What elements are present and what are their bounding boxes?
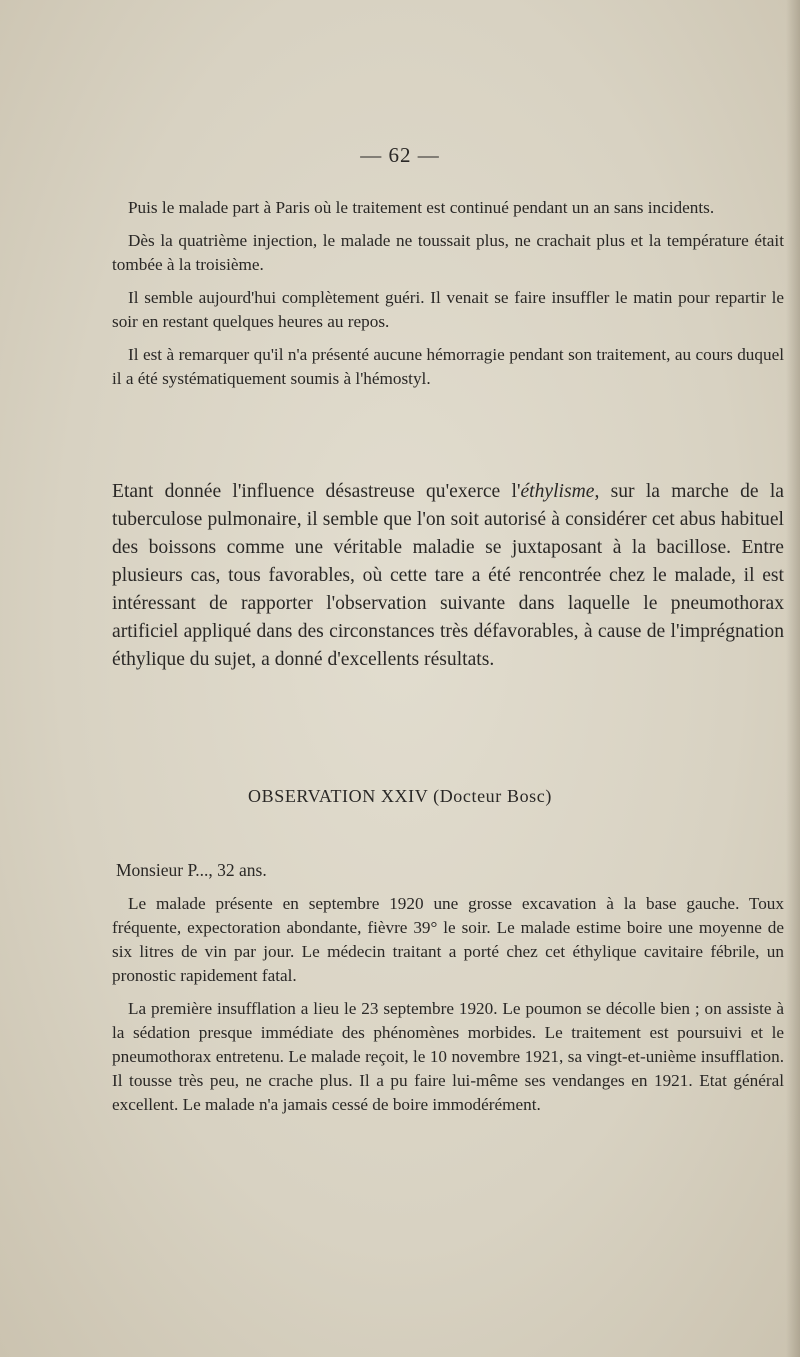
paragraph [112, 478, 784, 674]
case-continuation-section [112, 196, 784, 400]
page-number: — 62 — [360, 143, 440, 167]
italic-term: éthylisme [520, 481, 595, 502]
paragraph: Le malade présente en septembre 1920 une grosse excavation à la base gauche. Toux fréquente, expectoration abondante, fièvre 39° le soir. Le malade estime boire une moyenne de six litres de vin par jour. Le médecin traitant a porté chez cet éthylique cavitaire fébrile, un pronostic rapidement fatal. [112, 894, 784, 985]
observation-title: OBSERVATION XXIV (Docteur Bosc) [248, 786, 552, 806]
observation-body [112, 892, 784, 1126]
paragraph: Il est à remarquer qu'il n'a présenté aucune hémorragie pendant son traitement, au cours duquel il a été systématiquement soumis à l'hémostyl. [112, 345, 784, 388]
paragraph: Il semble aujourd'hui complètement guéri. Il venait se faire insuffler le matin pour repartir le soir en restant quelques heures au repos. [112, 288, 784, 331]
text-segment: , sur la marche de la tuberculose pulmonaire, il semble que l'on soit autorisé à considérer cet abus habituel des boissons comme une véritable maladie se juxtaposant à la bacillose. Entre plusieurs cas, tous favorables, où cette tare a été rencontrée chez le malade, il est intéressant de rapporter l'observation suivante dans laquelle le pneumothorax artificiel appliqué dans des circonstances très défavorables, à cause de l'imprégnation éthylique du sujet, a donné d'excellents résultats. [112, 481, 784, 670]
paragraph: Dès la quatrième injection, le malade ne toussait plus, ne crachait plus et la température était tombée à la troisième. [112, 231, 784, 274]
text-segment: Etant donnée l'influence désastreuse qu'exerce l' [112, 481, 521, 502]
paragraph: Puis le malade part à Paris où le traitement est continué pendant un an sans incidents. [128, 198, 715, 217]
page-edge-shadow [786, 0, 800, 1357]
paragraph: La première insufflation a lieu le 23 septembre 1920. Le poumon se décolle bien ; on assiste à la sédation presque immédiate des phénomènes morbides. Le traitement est poursuivi et le pneumothorax entretenu. Le malade reçoit, le 10 novembre 1921, sa vingt-et-unième insufflation. Il tousse très peu, ne crache plus. Il a pu faire lui-même ses vendanges en 1921. Etat général excellent. Le malade n'a jamais cessé de boire immodérément. [112, 999, 784, 1114]
ethylism-introduction-section [112, 478, 784, 674]
patient-line: Monsieur P..., 32 ans. [116, 860, 267, 880]
